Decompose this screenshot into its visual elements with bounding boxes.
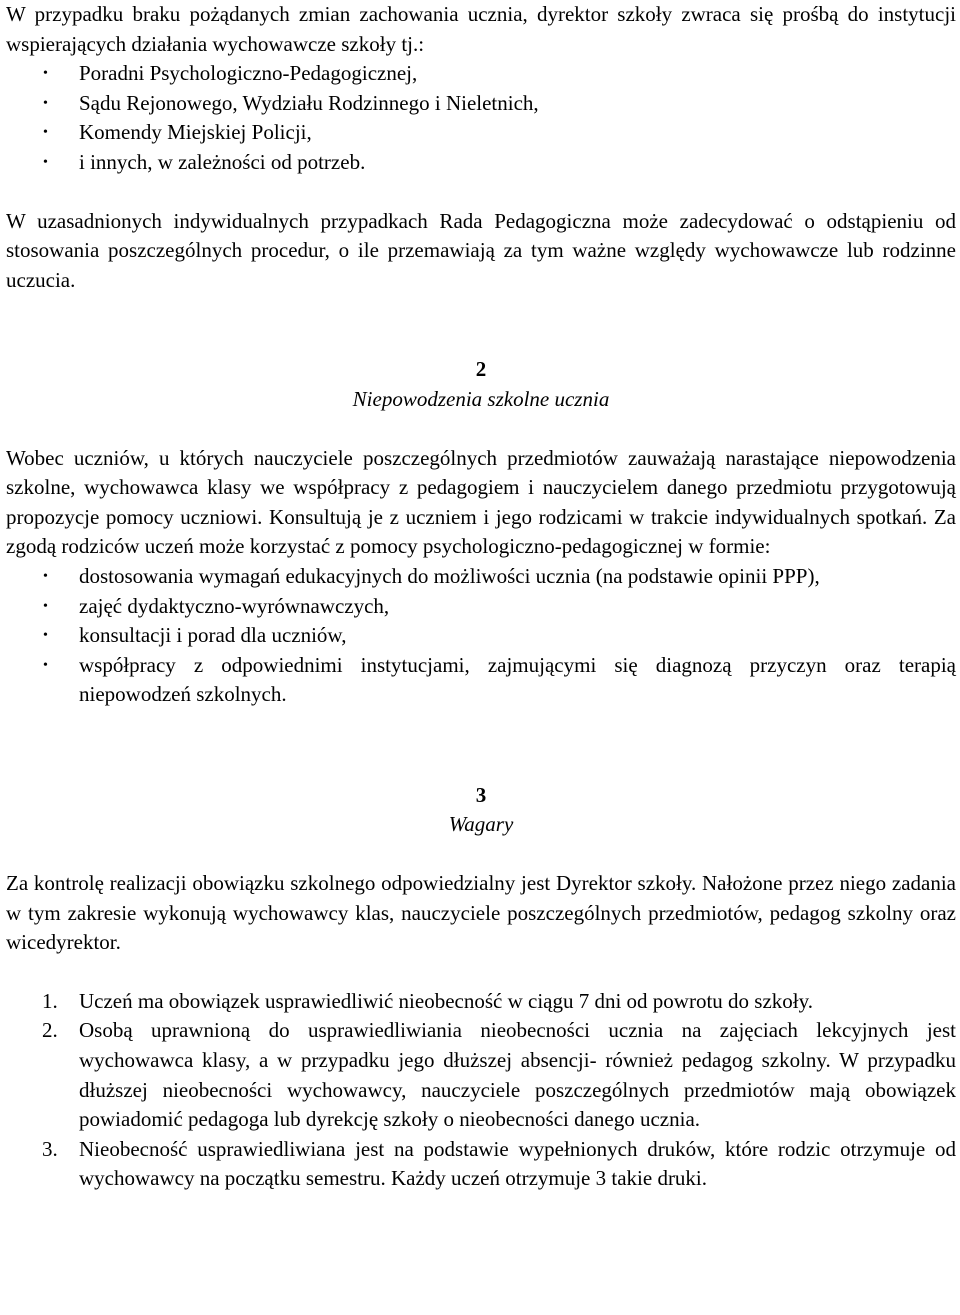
spacer	[6, 710, 956, 781]
list-item-text: konsultacji i porad dla uczniów,	[79, 623, 347, 648]
list-item	[6, 987, 956, 1017]
list-item-text: Sądu Rejonowego, Wydziału Rodzinnego i Nieletnich,	[79, 90, 539, 115]
section-2-heading	[6, 355, 956, 414]
bullet-icon: •	[43, 628, 48, 644]
section-3-paragraph: Za kontrolę realizacji obowiązku szkolnego odpowiedzialny jest Dyrektor szkoły. Nałożone przez niego zadania w tym zakresie wykonują wychowawcy klas, nauczyciele poszczególnych przedmiotów, pedagog szkolny oraz wicedyrektor.	[6, 871, 956, 955]
section-2-title: Niepowodzenia szkolne ucznia	[352, 386, 610, 411]
list-item	[6, 148, 956, 178]
list-item	[6, 118, 956, 148]
bullet-icon: •	[43, 95, 48, 111]
list-item-text: współpracy z odpowiednimi instytucjami, zajmującymi się diagnozą przyczyn oraz terapią niepowodzeń szkolnych.	[79, 652, 956, 707]
list-item-text: Uczeń ma obowiązek usprawiedliwić nieobecność w ciągu 7 dni od powrotu do szkoły.	[79, 988, 814, 1013]
spacer	[6, 840, 956, 869]
spacer	[6, 958, 956, 987]
list-item	[6, 1016, 956, 1134]
support-forms-list	[6, 562, 956, 710]
list-item	[6, 1135, 956, 1194]
intro-paragraph: W przypadku braku pożądanych zmian zachowania ucznia, dyrektor szkoły zwraca się prośbą do instytucji wspierających działania wychowawcze szkoły tj.:	[6, 2, 956, 56]
spacer	[6, 415, 956, 444]
section-3-title: Wagary	[448, 812, 514, 837]
list-item-text: dostosowania wymagań edukacyjnych do możliwości ucznia (na podstawie opinii PPP),	[79, 563, 820, 588]
list-item-text: i innych, w zależności od potrzeb.	[79, 149, 366, 174]
institutions-list	[6, 59, 956, 177]
list-item	[6, 592, 956, 622]
bullet-icon: •	[43, 125, 48, 141]
list-item-text: Komendy Miejskiej Policji,	[79, 120, 312, 145]
bullet-icon: •	[43, 657, 48, 673]
list-item	[6, 59, 956, 89]
section-2-paragraph: Wobec uczniów, u których nauczyciele poszczególnych przedmiotów zauważają narastające niepowodzenia szkolne, wychowawca klasy we współpracy z pedagogiem i nauczycielem danego przedmiotu przygotowują propozycje pomocy uczniowi. Konsultują je z uczniem i jego rodzicami w trakcie indywidualnych spotkań. Za zgodą rodziców uczeń może korzystać z pomocy psychologiczno-pedagogicznej w formie:	[6, 445, 956, 559]
bullet-icon: •	[43, 598, 48, 614]
list-number: 2.	[42, 1018, 58, 1043]
section-3-number: 3	[475, 782, 487, 807]
list-number: 1.	[42, 988, 58, 1013]
spacer	[6, 295, 956, 355]
list-item	[6, 621, 956, 651]
absence-rules-list	[6, 987, 956, 1194]
list-item-text: zajęć dydaktyczno-wyrównawczych,	[79, 593, 390, 618]
bullet-icon: •	[43, 154, 48, 170]
list-item	[6, 89, 956, 119]
list-number: 3.	[42, 1136, 58, 1161]
bullet-icon: •	[43, 66, 48, 82]
exception-paragraph: W uzasadnionych indywidualnych przypadkach Rada Pedagogiczna może zadecydować o odstąpieniu od stosowania poszczególnych procedur, o ile przemawiają za tym ważne względy wychowawcze lub rodzinne uczucia.	[6, 208, 956, 292]
list-item-text: Poradni Psychologiczno-Pedagogicznej,	[79, 61, 418, 86]
section-3-heading	[6, 781, 956, 840]
list-item-text: Osobą uprawnioną do usprawiedliwiania nieobecności ucznia na zajęciach lekcyjnych jest wychowawca klasy, a w przypadku jego dłuższej absencji- również pedagog szkolny. W przypadku dłuższej nieobecności wychowawcy, nauczyciele poszczególnych przedmiotów mają obowiązek powiadomić pedagoga lub dyrekcję szkoły o nieobecności danego ucznia.	[79, 1018, 956, 1132]
list-item-text: Nieobecność usprawiedliwiana jest na podstawie wypełnionych druków, które rodzic otrzymuje od wychowawcy na początku semestru. Każdy uczeń otrzymuje 3 takie druki.	[79, 1136, 956, 1191]
bullet-icon: •	[43, 568, 48, 584]
spacer	[6, 178, 956, 207]
section-2-number: 2	[475, 357, 487, 382]
list-item	[6, 562, 956, 592]
document-page	[6, 0, 956, 1194]
list-item	[6, 651, 956, 710]
